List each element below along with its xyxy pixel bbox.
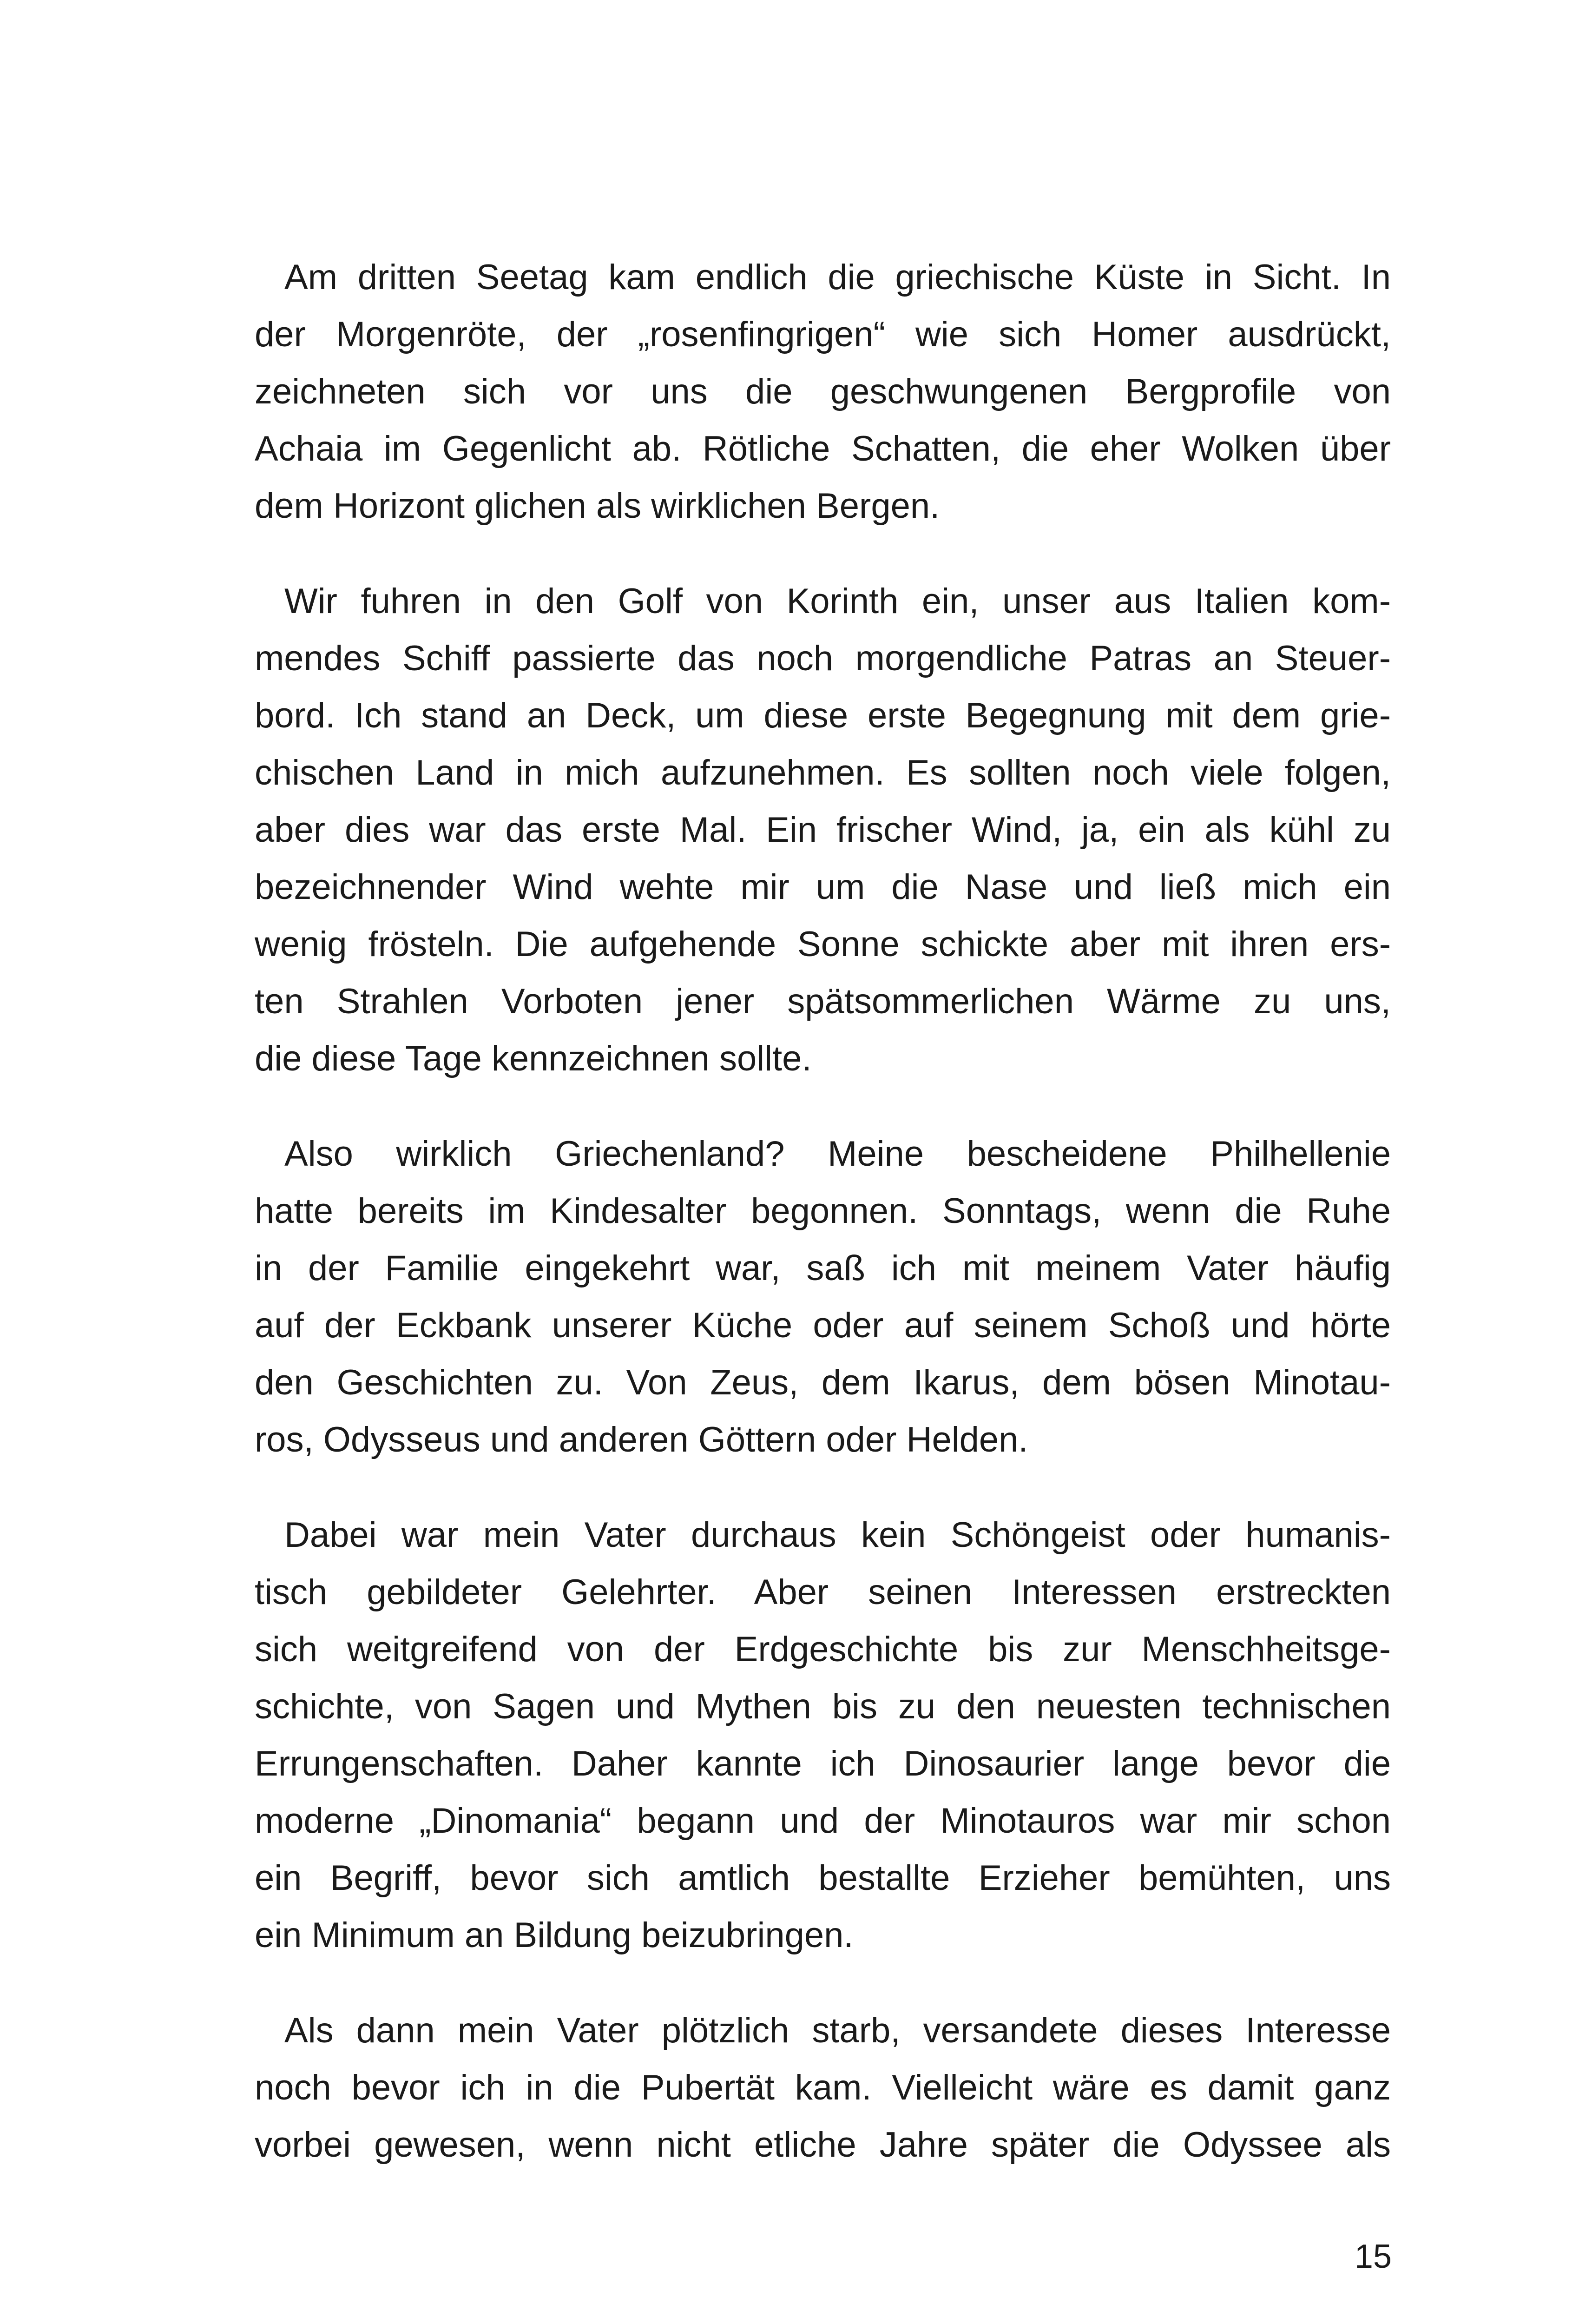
text-line: auf der Eckbank unserer Küche oder auf seinem Schoß und hörte [255,1306,1391,1345]
text-line: der Morgenröte, der „rosenfingrigen“ wie sich Homer ausdrückt, [255,315,1391,354]
paragraph-4 [255,1506,1391,1964]
text-line: dem Horizont glichen als wirklichen Bergen. [255,486,940,526]
page-number: 15 [1354,2238,1392,2275]
text-line: Errungenschaften. Daher kannte ich Dinosaurier lange bevor die [255,1744,1391,1783]
text-line: sich weitgreifend von der Erdgeschichte bis zur Menschheitsge- [255,1630,1391,1669]
text-line: wenig frösteln. Die aufgehende Sonne schickte aber mit ihren ers- [255,924,1391,964]
text-line: in der Familie eingekehrt war, saß ich mit meinem Vater häufig [255,1248,1391,1288]
text-line: mendes Schiff passierte das noch morgendliche Patras an Steuer- [255,639,1391,678]
text-line: ros, Odysseus und anderen Göttern oder Helden. [255,1420,1028,1459]
text-line: Wir fuhren in den Golf von Korinth ein, unser aus Italien kom- [284,581,1391,621]
text-line: noch bevor ich in die Pubertät kam. Vielleicht wäre es damit ganz [255,2068,1391,2107]
text-line: ein Begriff, bevor sich amtlich bestallte Erzieher bemühten, uns [255,1858,1391,1898]
text-line: bezeichnender Wind wehte mir um die Nase und ließ mich ein [255,867,1391,907]
text-line: tisch gebildeter Gelehrter. Aber seinen Interessen erstreckten [255,1572,1391,1612]
text-line: den Geschichten zu. Von Zeus, dem Ikarus, dem bösen Minotau- [255,1363,1391,1402]
text-line: zeichneten sich vor uns die geschwungenen Bergprofile von [255,372,1391,411]
text-line: ten Strahlen Vorboten jener spätsommerlichen Wärme zu uns, [255,982,1391,1021]
text-line: Am dritten Seetag kam endlich die griechische Küste in Sicht. In [284,257,1391,297]
paragraph-3 [255,1125,1391,1468]
text-line: bord. Ich stand an Deck, um diese erste Begegnung mit dem grie- [255,696,1391,735]
paragraph-1 [255,249,1391,535]
text-line: Also wirklich Griechenland? Meine bescheidene Philhellenie [284,1134,1391,1174]
text-line: moderne „Dinomania“ begann und der Minotauros war mir schon [255,1801,1391,1841]
text-line: Als dann mein Vater plötzlich starb, versandete dieses Interesse [284,2011,1391,2050]
page-body [255,249,1391,2212]
text-line: aber dies war das erste Mal. Ein frischer Wind, ja, ein als kühl zu [255,810,1391,850]
text-line: vorbei gewesen, wenn nicht etliche Jahre später die Odyssee als [255,2125,1391,2165]
text-line: chischen Land in mich aufzunehmen. Es sollten noch viele folgen, [255,753,1391,792]
text-line: schichte, von Sagen und Mythen bis zu den neuesten technischen [255,1687,1391,1726]
text-line: Achaia im Gegenlicht ab. Rötliche Schatten, die eher Wolken über [255,429,1391,469]
paragraph-2 [255,573,1391,1087]
paragraph-5 [255,2002,1391,2173]
text-line: hatte bereits im Kindesalter begonnen. Sonntags, wenn die Ruhe [255,1191,1391,1231]
text-line: ein Minimum an Bildung beizubringen. [255,1915,854,1955]
text-line: die diese Tage kennzeichnen sollte. [255,1039,812,1078]
text-line: Dabei war mein Vater durchaus kein Schöngeist oder humanis- [284,1515,1391,1555]
